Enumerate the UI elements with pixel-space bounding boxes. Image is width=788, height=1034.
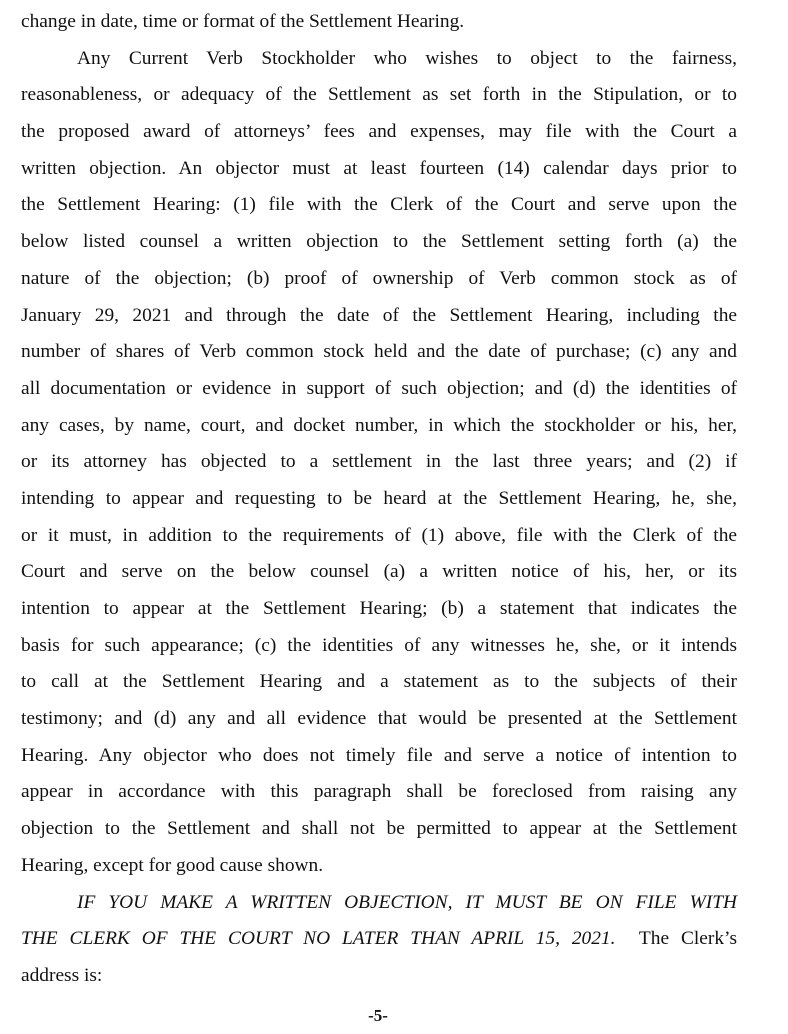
text-line: Any Current Verb Stockholder who wishes to object to the fairness, [77,47,737,69]
paragraph-deadline-notice [21,885,737,995]
text-line: intending to appear and requesting to be heard at the Settlement Hearing, he, she, [21,487,737,509]
text-line: the Settlement Hearing: (1) file with the Clerk of the Court and serve upon the [21,194,737,216]
text-line: any cases, by name, court, and docket number, in which the stockholder or his, her, [21,414,737,436]
text-line: Hearing. Any objector who does not timely file and serve a notice of intention to [21,744,737,766]
text-line: appear in accordance with this paragraph shall be foreclosed from raising any [21,781,737,803]
text-line: the proposed award of attorneys’ fees and expenses, may file with the Court a [21,121,737,143]
text-line: Hearing, except for good cause shown. [21,854,324,876]
page-number-text: -5- [368,1006,388,1025]
deadline-warning-line: IF YOU MAKE A WRITTEN OBJECTION, IT MUST BE ON FILE WITH [77,891,737,913]
deadline-warning-text: THE CLERK OF THE COURT NO LATER THAN APRIL 15, 2021. [21,928,616,950]
text-line: basis for such appearance; (c) the identities of any witnesses he, she, or it intends [21,634,737,656]
clerk-address-intro: The Clerk’s [615,928,737,950]
text-line: written objection. An objector must at least fourteen (14) calendar days prior to [21,157,737,179]
text-line: intention to appear at the Settlement Hearing; (b) a statement that indicates the [21,598,737,619]
text-line: reasonableness, or adequacy of the Settlement as set forth in the Stipulation, or to [21,84,737,106]
text-line: Court and serve on the below counsel (a) a written notice of his, her, or its [21,561,737,583]
text-line: number of shares of Verb common stock held and the date of purchase; (c) any and [21,341,737,363]
paragraph-continuation [21,4,737,41]
text-line [21,921,737,958]
text-line: or it must, in addition to the requirements of (1) above, file with the Clerk of the [21,524,737,546]
text-line: January 29, 2021 and through the date of the Settlement Hearing, including the [21,304,737,326]
text-line: change in date, time or format of the Settlement Hearing. [21,11,465,32]
text-line: all documentation or evidence in support of such objection; and (d) the identities of [21,377,737,399]
text-line: objection to the Settlement and shall not be permitted to appear at the Settlement [21,818,737,840]
paragraph-objection-procedure [21,41,737,885]
text-line: to call at the Settlement Hearing and a statement as to the subjects of their [21,671,737,693]
text-line: nature of the objection; (b) proof of ownership of Verb common stock as of [21,267,737,289]
text-line: or its attorney has objected to a settlement in the last three years; and (2) if [21,451,737,473]
page-number [0,1006,788,1026]
document-page [21,4,737,995]
text-line: address is: [21,964,103,986]
text-line: below listed counsel a written objection to the Settlement setting forth (a) the [21,231,737,253]
text-line: testimony; and (d) any and all evidence that would be presented at the Settlement [21,708,737,730]
